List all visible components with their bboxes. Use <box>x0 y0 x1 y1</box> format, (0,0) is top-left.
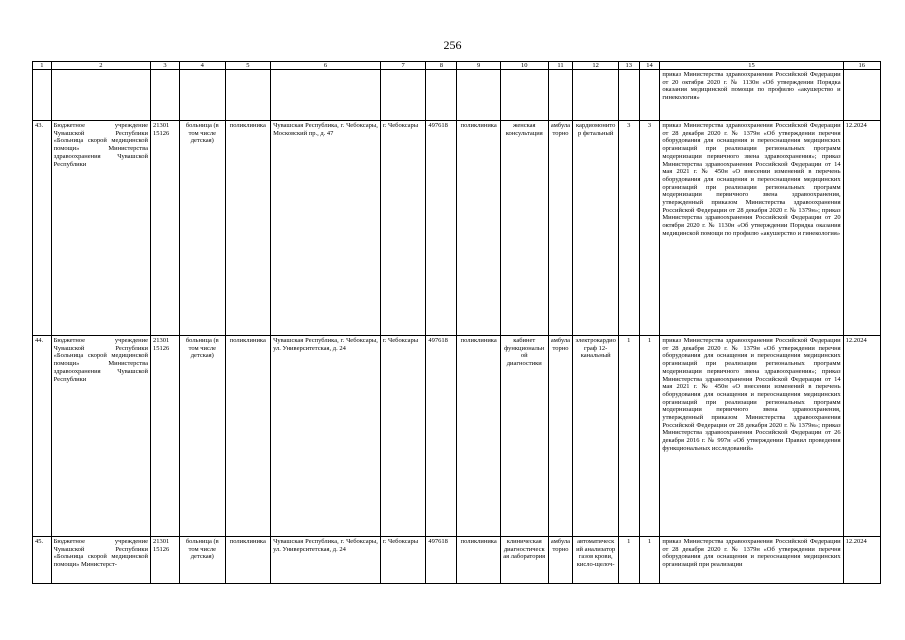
department: поликлиника <box>457 336 500 537</box>
column-number-row <box>33 62 881 70</box>
city: г. Чебоксары <box>380 121 426 336</box>
department: поликлиника <box>457 121 500 336</box>
quantity-1: 1 <box>618 336 639 537</box>
care-form: амбулаторно <box>548 121 573 336</box>
col-header: 5 <box>225 62 271 70</box>
equipment-table <box>32 61 881 584</box>
org-type: больница (в том числе детская) <box>180 537 226 584</box>
quantity-1: 3 <box>618 121 639 336</box>
org-code: 21301 15126 <box>151 121 180 336</box>
continuation-row <box>33 70 881 121</box>
care-form: амбулаторно <box>548 336 573 537</box>
col-header: 4 <box>180 62 226 70</box>
normative-docs: приказ Министерства здравоохранения Российской Федерации от 28 декабря 2020 г. № 1379н «Об утверждении перечня оборудования для оснащения и переоснащения медицинских организаций при реализации <box>660 537 843 584</box>
row-number: 43. <box>33 121 52 336</box>
department: поликлиника <box>457 537 500 584</box>
col-header: 14 <box>639 62 660 70</box>
equipment: электрокардиограф 12-канальный <box>573 336 619 537</box>
col-header: 1 <box>33 62 52 70</box>
col-header: 9 <box>457 62 500 70</box>
address: Чувашская Республика, г. Чебоксары, ул. Университетская, д. 24 <box>271 537 381 584</box>
quantity-2: 1 <box>639 336 660 537</box>
deadline: 12.2024 <box>843 336 880 537</box>
okato-code: 497618 <box>426 336 457 537</box>
room: кабинет функциональной диагностики <box>500 336 548 537</box>
normative-docs: приказ Министерства здравоохранения Российской Федерации от 28 декабря 2020 г. № 1379н «Об утверждении перечня оборудования для оснащения и переоснащения медицинских организаций при реализации региональных программ модернизации первичного звена здравоохранения»; приказ Министерства здравоохранения Российской Федерации от 14 мая 2021 г. № 450н «О внесении изменений в перечень оборудования для оснащения и переоснащения медицинских организаций при реализации региональных программ модернизации первичного звена здравоохранения, утвержденный приказом Министерства здравоохранения Российской Федерации от 28 декабря 2020 г. № 1379н»; приказ Министерства здравоохранения Российской Федерации от 26 декабря 2016 г. № 997н «Об утверждении Правил проведения функциональных исследований» <box>660 336 843 537</box>
col-header: 15 <box>660 62 843 70</box>
organization-name: Бюджетное учреждение Чувашской Республики «Больница скорой медицинской помощи» Министерст- <box>51 537 150 584</box>
table-row <box>33 336 881 537</box>
okato-code: 497618 <box>426 121 457 336</box>
normative-docs: приказ Министерства здравоохранения Российской Федерации от 20 октября 2020 г. № 1130н «Об утверждении Порядка оказания медицинской помощи по профилю «акушерство и гинекология» <box>660 70 843 121</box>
care-form: амбулаторно <box>548 537 573 584</box>
room: женская консультация <box>500 121 548 336</box>
okato-code: 497618 <box>426 537 457 584</box>
org-type: больница (в том числе детская) <box>180 336 226 537</box>
room: клиническая диагностическая лаборатория <box>500 537 548 584</box>
address: Чувашская Республика, г. Чебоксары, Московский пр., д. 47 <box>271 121 381 336</box>
col-header: 3 <box>151 62 180 70</box>
city: г. Чебоксары <box>380 336 426 537</box>
col-header: 8 <box>426 62 457 70</box>
col-header: 6 <box>271 62 381 70</box>
normative-docs: приказ Министерства здравоохранения Российской Федерации от 28 декабря 2020 г. № 1379н «Об утверждении перечня оборудования для оснащения и переоснащения медицинских организаций при реализации региональных программ модернизации первичного звена здравоохранения»; приказ Министерства здравоохранения Российской Федерации от 14 мая 2021 г. № 450н «О внесении изменений в перечень оборудования для оснащения и переоснащения медицинских организаций при реализации региональных программ модернизации первичного звена здравоохранения, утвержденный приказом Министерства здравоохранения Российской Федерации от 28 декабря 2020 г. № 1379н»; приказ Министерства здравоохранения Российской Федерации от 20 октября 2020 г. № 1130н «Об утверждении Порядка оказания медицинской помощи по профилю «акушерство и гинекология» <box>660 121 843 336</box>
row-number: 44. <box>33 336 52 537</box>
col-header: 10 <box>500 62 548 70</box>
org-code: 21301 15126 <box>151 336 180 537</box>
quantity-2: 1 <box>639 537 660 584</box>
page-number: 256 <box>443 38 462 52</box>
organization-name: Бюджетное учреждение Чувашской Республики «Больница скорой медицинской помощи» Министерства здравоохранения Чувашской Республики <box>51 336 150 537</box>
col-header: 13 <box>618 62 639 70</box>
row-number: 45. <box>33 537 52 584</box>
quantity-2: 3 <box>639 121 660 336</box>
equipment: автоматический анализатор газов крови, кисло-щелоч- <box>573 537 619 584</box>
col-header: 11 <box>548 62 573 70</box>
table-row <box>33 121 881 336</box>
org-code: 21301 15126 <box>151 537 180 584</box>
col-header: 16 <box>843 62 880 70</box>
address: Чувашская Республика, г. Чебоксары, ул. Университетская, д. 24 <box>271 336 381 537</box>
org-type: больница (в том числе детская) <box>180 121 226 336</box>
unit-name: поликлиника <box>225 121 271 336</box>
col-header: 7 <box>380 62 426 70</box>
col-header: 12 <box>573 62 619 70</box>
deadline: 12.2024 <box>843 121 880 336</box>
organization-name: Бюджетное учреждение Чувашской Республики «Больница скорой медицинской помощи» Министерства здравоохранения Чувашской Республики <box>51 121 150 336</box>
table-row <box>33 537 881 584</box>
quantity-1: 1 <box>618 537 639 584</box>
city: г. Чебоксары <box>380 537 426 584</box>
unit-name: поликлиника <box>225 336 271 537</box>
deadline: 12.2024 <box>843 537 880 584</box>
unit-name: поликлиника <box>225 537 271 584</box>
equipment: кардиомонитор фетальный <box>573 121 619 336</box>
col-header: 2 <box>51 62 150 70</box>
